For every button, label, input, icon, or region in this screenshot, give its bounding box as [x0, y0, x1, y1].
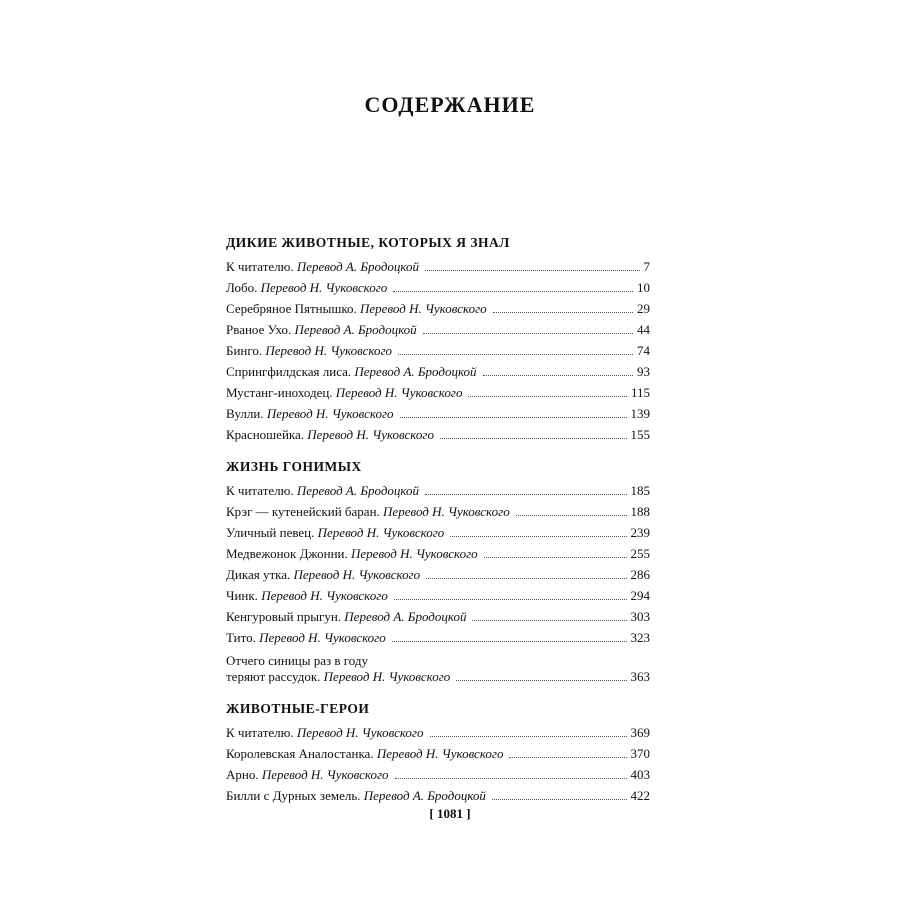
toc-section	[226, 699, 650, 804]
dot-leader	[393, 291, 633, 292]
entry-translator: Перевод Н. Чуковского	[260, 280, 388, 295]
entry-text	[226, 525, 444, 541]
page-number: 294	[630, 588, 650, 603]
toc-section	[226, 457, 650, 685]
entry-title: Чинк.	[226, 588, 258, 603]
entry-title: Королевская Аналостанка.	[226, 746, 374, 761]
section-heading: ЖИВОТНЫЕ-ГЕРОИ	[226, 701, 370, 716]
entry-text	[226, 427, 434, 443]
page-number: 188	[630, 504, 650, 519]
entry-translator: Перевод Н. Чуковского	[307, 427, 434, 442]
dot-leader	[426, 578, 626, 579]
dot-leader	[423, 333, 633, 334]
entry-title: Билли с Дурных земель.	[226, 788, 361, 803]
page-number: 115	[630, 385, 650, 400]
dot-leader	[430, 736, 627, 737]
dot-leader	[484, 557, 627, 558]
dot-leader	[400, 417, 627, 418]
page-number: 7	[643, 259, 650, 274]
entry-title: К читателю.	[226, 725, 294, 740]
entry-translator: Перевод А. Бродоцкой	[296, 483, 419, 498]
entry-text	[226, 280, 387, 296]
entry-text	[226, 301, 487, 317]
table-of-contents	[226, 233, 650, 818]
entry-title: Крэг — кутенейский баран.	[226, 504, 380, 519]
entry-title: Бинго.	[226, 343, 263, 358]
toc-entry	[226, 359, 650, 380]
dot-leader	[472, 620, 626, 621]
entry-text	[226, 483, 419, 499]
entry-translator: Перевод Н. Чуковского	[360, 301, 487, 316]
entry-title: Спрингфилдская лиса.	[226, 364, 352, 379]
page-title: СОДЕРЖАНИЕ	[364, 92, 536, 117]
toc-entry	[226, 296, 650, 317]
entry-translator: Перевод Н. Чуковского	[293, 567, 421, 582]
dot-leader	[394, 599, 627, 600]
entry-title: К читателю.	[226, 259, 294, 274]
entry-text	[226, 259, 419, 275]
entry-text	[226, 588, 388, 604]
entry-title: К читателю.	[226, 483, 294, 498]
entry-translator: Перевод Н. Чуковского	[265, 343, 393, 358]
dot-leader	[450, 536, 626, 537]
entry-translator: Перевод Н. Чуковского	[351, 546, 478, 561]
toc-entry	[226, 499, 650, 520]
entry-title: Серебряное Пятнышко.	[226, 301, 357, 316]
dot-leader	[395, 778, 627, 779]
entry-translator: Перевод Н. Чуковского	[259, 630, 386, 645]
dot-leader	[398, 354, 633, 355]
toc-section	[226, 233, 650, 443]
dot-leader	[468, 396, 627, 397]
dot-leader	[516, 515, 627, 516]
toc-entry	[226, 762, 650, 783]
entry-translator: Перевод Н. Чуковского	[261, 767, 389, 782]
toc-entry	[226, 254, 650, 275]
entry-title: Медвежонок Джонни.	[226, 546, 348, 561]
entry-title: Рваное Ухо.	[226, 322, 292, 337]
dot-leader	[483, 375, 633, 376]
entry-text	[226, 725, 424, 741]
entry-title: Лобо.	[226, 280, 258, 295]
entry-text	[226, 653, 450, 685]
entry-translator: Перевод Н. Чуковского	[376, 746, 504, 761]
page-number: 422	[630, 788, 650, 803]
entry-text	[226, 546, 478, 562]
page-number: 10	[637, 280, 650, 295]
entry-title: Арно.	[226, 767, 259, 782]
toc-entry	[226, 625, 650, 646]
entry-text	[226, 746, 503, 762]
dot-leader	[456, 680, 626, 681]
entry-translator: Перевод Н. Чуковского	[335, 385, 463, 400]
toc-entry	[226, 562, 650, 583]
entry-translator: Перевод Н. Чуковского	[296, 725, 424, 740]
toc-entry	[226, 338, 650, 359]
entry-translator: Перевод А. Бродоцкой	[354, 364, 477, 379]
entry-translator: Перевод Н. Чуковского	[261, 588, 388, 603]
entry-translator: Перевод А. Бродоцкой	[363, 788, 486, 803]
page-number: 370	[630, 746, 650, 761]
entry-title: Уличный певец.	[226, 525, 315, 540]
toc-entry	[226, 583, 650, 604]
entry-text	[226, 385, 462, 401]
entry-text	[226, 788, 486, 804]
entry-translator: Перевод А. Бродоцкой	[344, 609, 467, 624]
entry-translator: Перевод Н. Чуковского	[317, 525, 445, 540]
toc-entry	[226, 783, 650, 804]
toc-entry	[226, 541, 650, 562]
page-number: 369	[630, 725, 650, 740]
section-heading: ЖИЗНЬ ГОНИМЫХ	[226, 459, 362, 474]
entry-text	[226, 504, 510, 520]
entry-title: Отчего синицы раз в году теряют рассудок.	[226, 653, 369, 684]
entry-text	[226, 406, 394, 422]
entry-text	[226, 767, 389, 783]
entry-title: Кенгуровый прыгун.	[226, 609, 342, 624]
toc-entry	[226, 741, 650, 762]
toc-entry	[226, 646, 650, 685]
entry-translator: Перевод Н. Чуковского	[383, 504, 510, 519]
page-number: 93	[637, 364, 650, 379]
dot-leader	[493, 312, 633, 313]
entry-text	[226, 364, 477, 380]
toc-entry	[226, 317, 650, 338]
entry-text	[226, 567, 420, 583]
dot-leader	[440, 438, 627, 439]
toc-entry	[226, 520, 650, 541]
entry-title: Тито.	[226, 630, 256, 645]
toc-entry	[226, 275, 650, 296]
page-number: 286	[630, 567, 650, 582]
entry-translator: Перевод А. Бродоцкой	[294, 322, 417, 337]
toc-entry	[226, 478, 650, 499]
page-number: 155	[630, 427, 650, 442]
dot-leader	[509, 757, 626, 758]
entry-title: Дикая утка.	[226, 567, 291, 582]
page-number: 303	[630, 609, 650, 624]
page-number: 44	[637, 322, 650, 337]
entry-translator: Перевод Н. Чуковского	[323, 669, 451, 684]
section-heading: ДИКИЕ ЖИВОТНЫЕ, КОТОРЫХ Я ЗНАЛ	[226, 235, 510, 250]
page-number: 323	[630, 630, 650, 645]
entry-title: Вулли.	[226, 406, 264, 421]
entry-title: Красношейка.	[226, 427, 305, 442]
page-number: 74	[637, 343, 650, 358]
dot-leader	[425, 494, 627, 495]
page-number: 185	[630, 483, 650, 498]
dot-leader	[425, 270, 640, 271]
entry-text	[226, 343, 392, 359]
dot-leader	[492, 799, 627, 800]
entry-translator: Перевод А. Бродоцкой	[296, 259, 419, 274]
toc-entry	[226, 604, 650, 625]
page-number: 29	[637, 301, 650, 316]
page-number: 139	[630, 406, 650, 421]
dot-leader	[392, 641, 627, 642]
toc-entry	[226, 720, 650, 741]
page-number: 403	[630, 767, 650, 782]
toc-entry	[226, 422, 650, 443]
page-number: 363	[630, 669, 650, 684]
page-number: 239	[630, 525, 650, 540]
entry-text	[226, 630, 386, 646]
page-folio: [ 1081 ]	[429, 806, 471, 821]
toc-entry	[226, 401, 650, 422]
toc-entry	[226, 380, 650, 401]
entry-text	[226, 609, 466, 625]
page-number: 255	[630, 546, 650, 561]
entry-translator: Перевод Н. Чуковского	[266, 406, 394, 421]
entry-title: Мустанг-иноходец.	[226, 385, 333, 400]
entry-text	[226, 322, 417, 338]
